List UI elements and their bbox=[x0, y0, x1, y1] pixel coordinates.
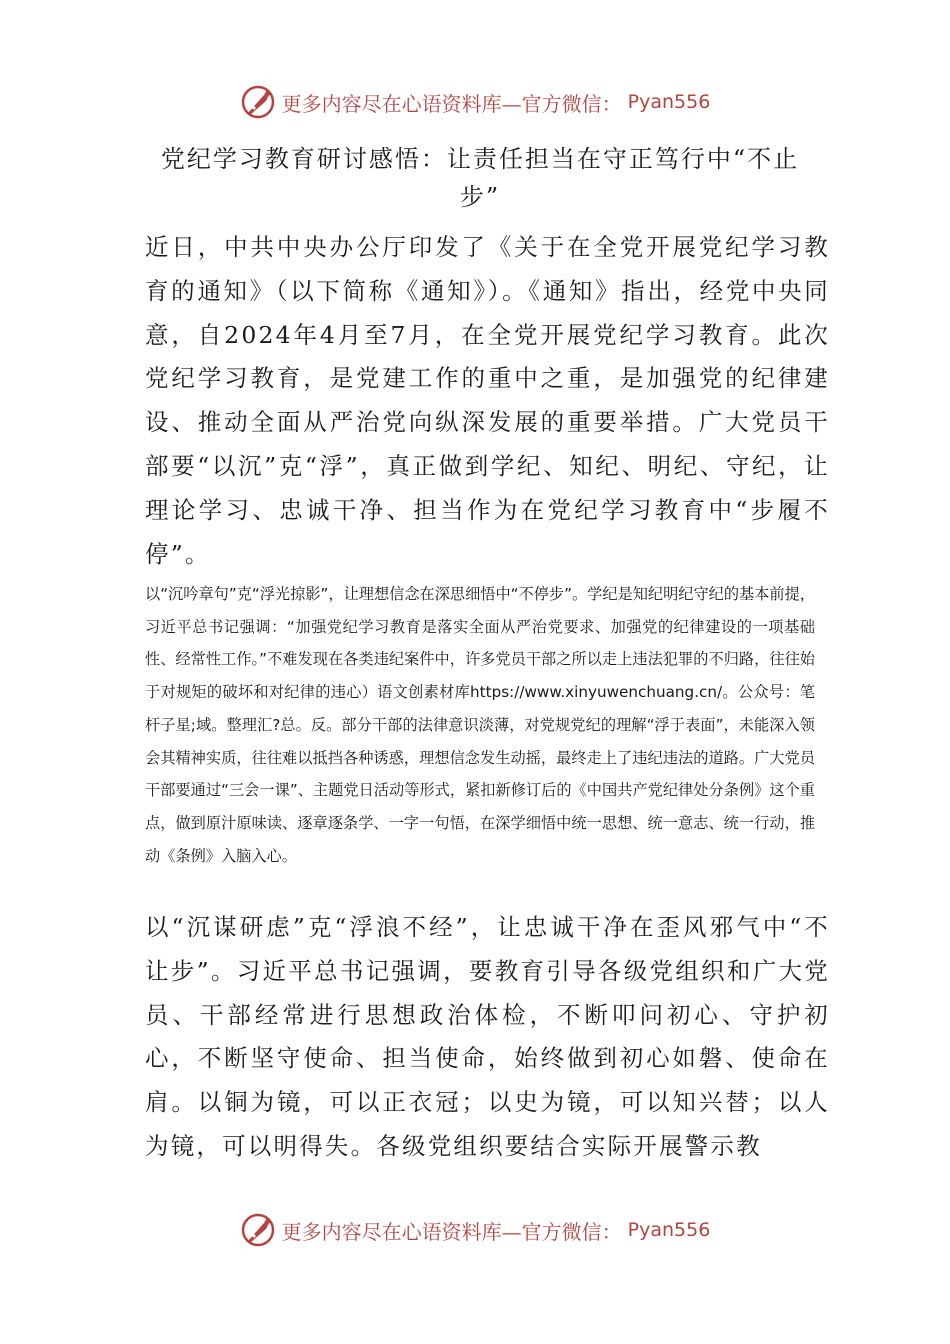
document-title: 党纪学习教育研讨感悟：让责任担当在守正笃行中“不止步” bbox=[160, 145, 800, 211]
wechat-id: Pyan556 bbox=[627, 1219, 711, 1241]
wechat-id: Pyan556 bbox=[627, 91, 711, 113]
pen-nib-logo-icon bbox=[240, 84, 276, 120]
paragraph-intro: 近日，中共中央办公厅印发了《关于在全党开展党纪学习教育的通知》（以下简称《通知》）。《通知》指出，经党中央同意，自2024年4月至7月，在全党开展党纪学习教育。此次党纪学习教育，是党建工作的重中之重，是加强党的纪律建设、推动全面从严治党向纵深发展的重要举措。广大党员干部要“以沉”克“浮”，真正做到学纪、知纪、明纪、守纪，让理论学习、忠诚干净、担当作为在党纪学习教育中“步履不停”。 bbox=[145, 233, 830, 568]
footer-watermark-banner bbox=[0, 1208, 950, 1252]
pen-nib-logo-icon bbox=[240, 1212, 276, 1248]
banner-text: 更多内容尽在心语资料库—官方微信： bbox=[281, 1219, 622, 1244]
paragraph-small-print: 以“沉吟章句”克“浮光掠影”，让理想信念在深思细悟中“不停步”。学纪是知纪明纪守纪的基本前提，习近平总书记强调：“加强党纪学习教育是落实全面从严治党要求、加强党的纪律建设的一项基础性、经常性工作。”不难发现在各类违纪案件中，许多党员干部之所以走上违法犯罪的不归路，往往始于对规矩的破坏和对纪律的违心）语文创素材库https://www.xinyuwenchuang.cn/。公众号：笔杆子星;域。整理汇?总。反。部分干部的法律意识淡薄，对党规党纪的理解“浮于表面”，未能深入领会其精神实质，往往难以抵挡各种诱惑，理想信念发生动摇，最终走上了违纪违法的道路。广大党员干部要通过“三会一课”、主题党日活动等形式，紧扣新修订后的《中国共产党纪律处分条例》这个重点，做到原汁原味读、逐章逐条学、一字一句悟，在深学细悟中统一思想、统一意志、统一行动，推动《条例》入脑入心。 bbox=[145, 585, 815, 865]
header-watermark-banner bbox=[0, 80, 950, 124]
paragraph-section-two: 以“沉谋研虑”克“浮浪不经”，让忠诚干净在歪风邪气中“不让步”。习近平总书记强调，要教育引导各级党组织和广大党员、干部经常进行思想政治体检，不断叩问初心、守护初心，不断坚守使命、担当使命，始终做到初心如磐、使命在肩。以铜为镜，可以正衣冠；以史为镜，可以知兴替；以人为镜，可以明得失。各级党组织要结合实际开展警示教 bbox=[145, 913, 830, 1160]
banner-text: 更多内容尽在心语资料库—官方微信： bbox=[281, 91, 622, 116]
